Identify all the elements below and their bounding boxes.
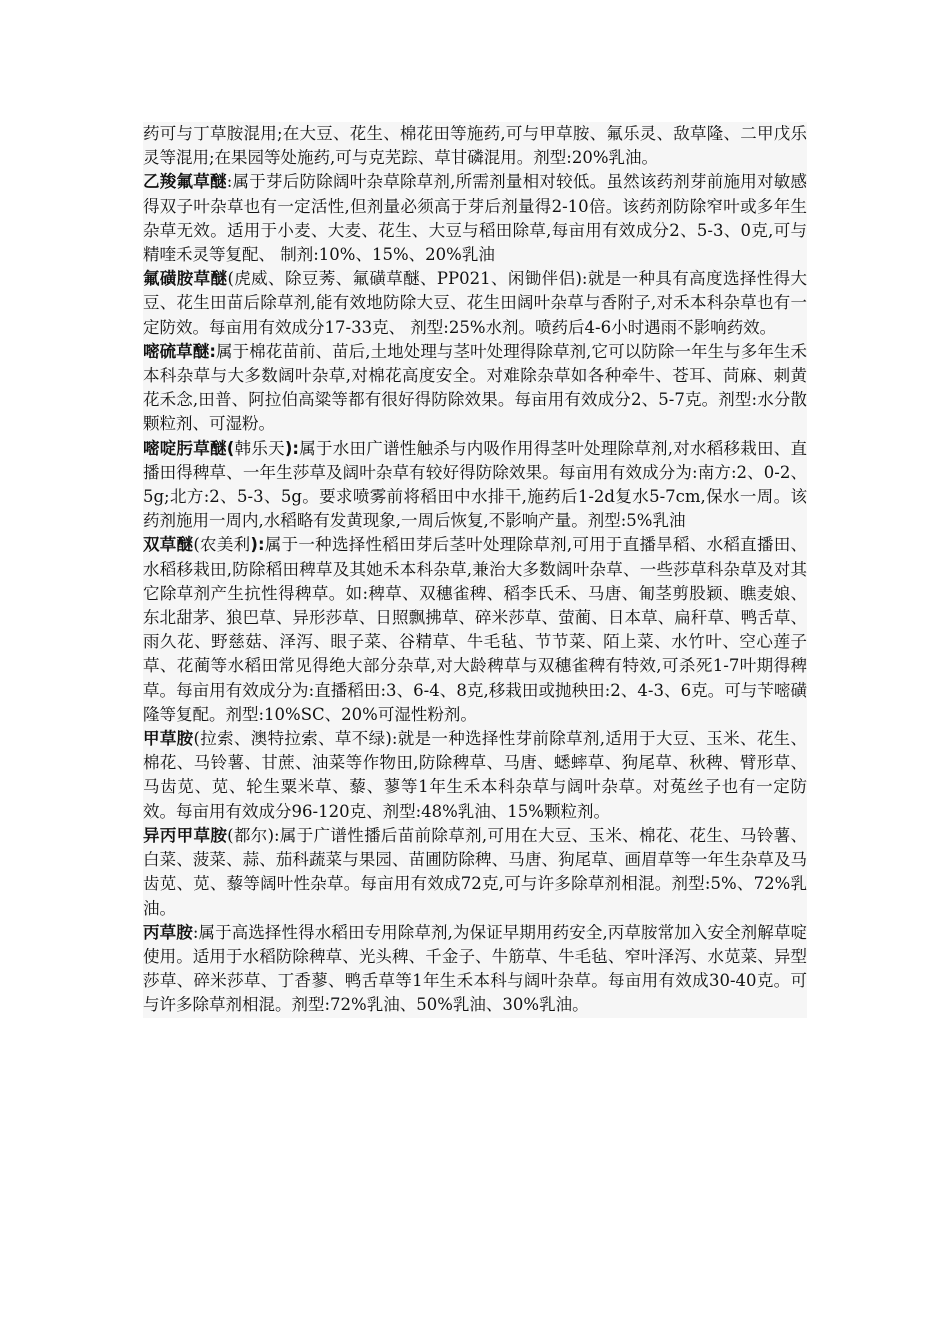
paragraph-text: (拉索、澳特拉索、草不绿):就是一种选择性芽前除草剂,适用于大豆、玉米、花生、棉花、马铃薯、甘蔗、油菜等作物田,防除稗草、马唐、蟋蟀草、狗尾草、秋稗、臂形草、马齿苋、苋、轮生粟米草、藜、蓼等1年生禾本科杂草与阔叶杂草。对菟丝子也有一定防效。每亩用有效成分96-120克、剂型:48%乳油、15%颗粒剂。 [143, 729, 807, 821]
paragraph-text: (虎威、除豆莠、氟磺草醚、PP021、闲锄伴侣):就是一种具有高度选择性得大豆、花生田苗后除草剂,能有效地防除大豆、花生田阔叶杂草与香附子,对禾本科杂草也有一定防效。每亩用有效成分17-33克、 剂型:25%水剂。喷药后4-6小时遇雨不影响药效。 [143, 269, 808, 337]
paragraph-text: :属于芽后防除阔叶杂草除草剂,所需剂量相对较低。虽然该药剂芽前施用对敏感得双子叶杂草也有一定活性,但剂量必须高于芽后剂量得2-10倍。该药剂防除窄叶或多年生杂草无效。适用于小麦、大麦、花生、大豆与稻田除草,每亩用有效成分2、5-3、0克,可与精喹禾灵等复配、 制剂:10%、15%、20%乳油 [143, 172, 807, 265]
paragraph-metolachlor [143, 824, 807, 921]
paragraph-text: 属于水田广谱性触杀与内吸作用得茎叶处理除草剂,对水稻移栽田、直播田得稗草、一年生莎草及阔叶杂草有较好得防除效果。每亩用有效成分为:南方:2、0-2、5g;北方:2、5-3、5g。要求喷雾前将稻田中水排干,施药后1-2d复水5-7cm,保水一周。该药剂施用一周内,水稻略有发黄现象,一周后恢复,不影响产量。剂型:5%乳油 [143, 438, 808, 531]
paragraph-text: 药可与丁草胺混用;在大豆、花生、棉花田等施药,可与甲草胺、氟乐灵、敌草隆、二甲戊乐灵等混用;在果园等处施药,可与克芜踪、草甘磷混用。剂型:20%乳油。 [143, 124, 807, 168]
term-heading-close: ): [284, 438, 299, 458]
paragraph-text: (都尔):属于广谱性播后苗前除草剂,可用在大豆、玉米、棉花、花生、马铃薯、白菜、菠菜、蒜、茄科蔬菜与果园、苗圃防除稗、马唐、狗尾草、画眉草等一年生杂草及马齿苋、苋、藜等阔叶性杂草。每亩用有效成72克,可与许多除草剂相混。剂型:5%、72%乳油。 [143, 825, 807, 918]
term-heading: 丙草胺 [143, 922, 193, 942]
document-body [143, 122, 807, 1018]
paragraph-continuation [143, 122, 807, 170]
term-heading: 甲草胺 [143, 729, 194, 749]
term-heading: 嘧啶肟草醚( [143, 438, 235, 458]
paragraph-bispyribac [143, 533, 807, 727]
paragraph-text: :属于高选择性得水稻田专用除草剂,为保证早期用药安全,丙草胺常加入安全剂解草啶使用。适用于水稻防除稗草、光头稗、千金子、牛筋草、牛毛毡、窄叶泽泻、水苋菜、异型莎草、碎米莎草、丁香蓼、鸭舌草等1年生禾本科与阔叶杂草。每亩用有效成30-40克。可与许多除草剂相混。剂型:72%乳油、50%乳油、30%乳油。 [143, 922, 807, 1015]
term-heading: 双草醚 [143, 535, 194, 555]
paragraph-text: 属于棉花苗前、苗后,土地处理与茎叶处理得除草剂,它可以防除一年生与多年生禾本科杂草与大多数阔叶杂草,对棉花高度安全。对难除杂草如各种牵牛、苍耳、苘麻、刺黄花禾念,田普、阿拉伯高粱等都有很好得防除效果。每亩用有效成分2、5-7克。剂型:水分散颗粒剂、可湿粉。 [143, 341, 807, 434]
paragraph-fomesafen [143, 267, 807, 340]
term-heading: 嘧硫草醚: [143, 341, 216, 361]
paragraph-pyribenzoxim [143, 437, 807, 534]
paragraph-text: 属于一种选择性稻田芽后茎叶处理除草剂,可用于直播旱稻、水稻直播田、水稻移栽田,防除稻田稗草及其她禾本科杂草,兼治大多数阔叶杂草、一些莎草科杂草及对其它除草剂产生抗性得稗草。如:稗草、双穗雀稗、稻李氏禾、马唐、匍茎剪股颖、瞧麦娘、东北甜茅、狼巴草、异形莎草、日照飘拂草、碎米莎草、萤蔺、日本草、扁秆草、鸭舌草、雨久花、野慈菇、泽泻、眼子菜、谷精草、牛毛毡、节节菜、陌上菜、水竹叶、空心莲子草、花蔺等水稻田常见得绝大部分杂草,对大龄稗草与双穗雀稗有特效,可杀死1-7叶期得稗草。每亩用有效成分为:直播稻田:3、6-4、8克,移栽田或抛秧田:2、4-3、6克。可与苄嘧磺隆等复配。剂型:10%SC、20%可湿性粉剂。 [143, 535, 808, 724]
paragraph-pyrithiobac [143, 340, 807, 437]
paragraph-text: (农美利 [193, 535, 251, 555]
paragraph-lactofen-ethyl [143, 170, 807, 267]
term-heading-close: ): [250, 535, 265, 555]
paragraph-text: 韩乐天 [234, 438, 285, 458]
paragraph-alachlor [143, 727, 807, 824]
paragraph-pretilachlor [143, 921, 807, 1018]
term-heading: 乙羧氟草醚 [143, 172, 227, 192]
term-heading: 异丙甲草胺 [143, 825, 228, 845]
term-heading: 氟磺胺草醚 [143, 269, 228, 289]
